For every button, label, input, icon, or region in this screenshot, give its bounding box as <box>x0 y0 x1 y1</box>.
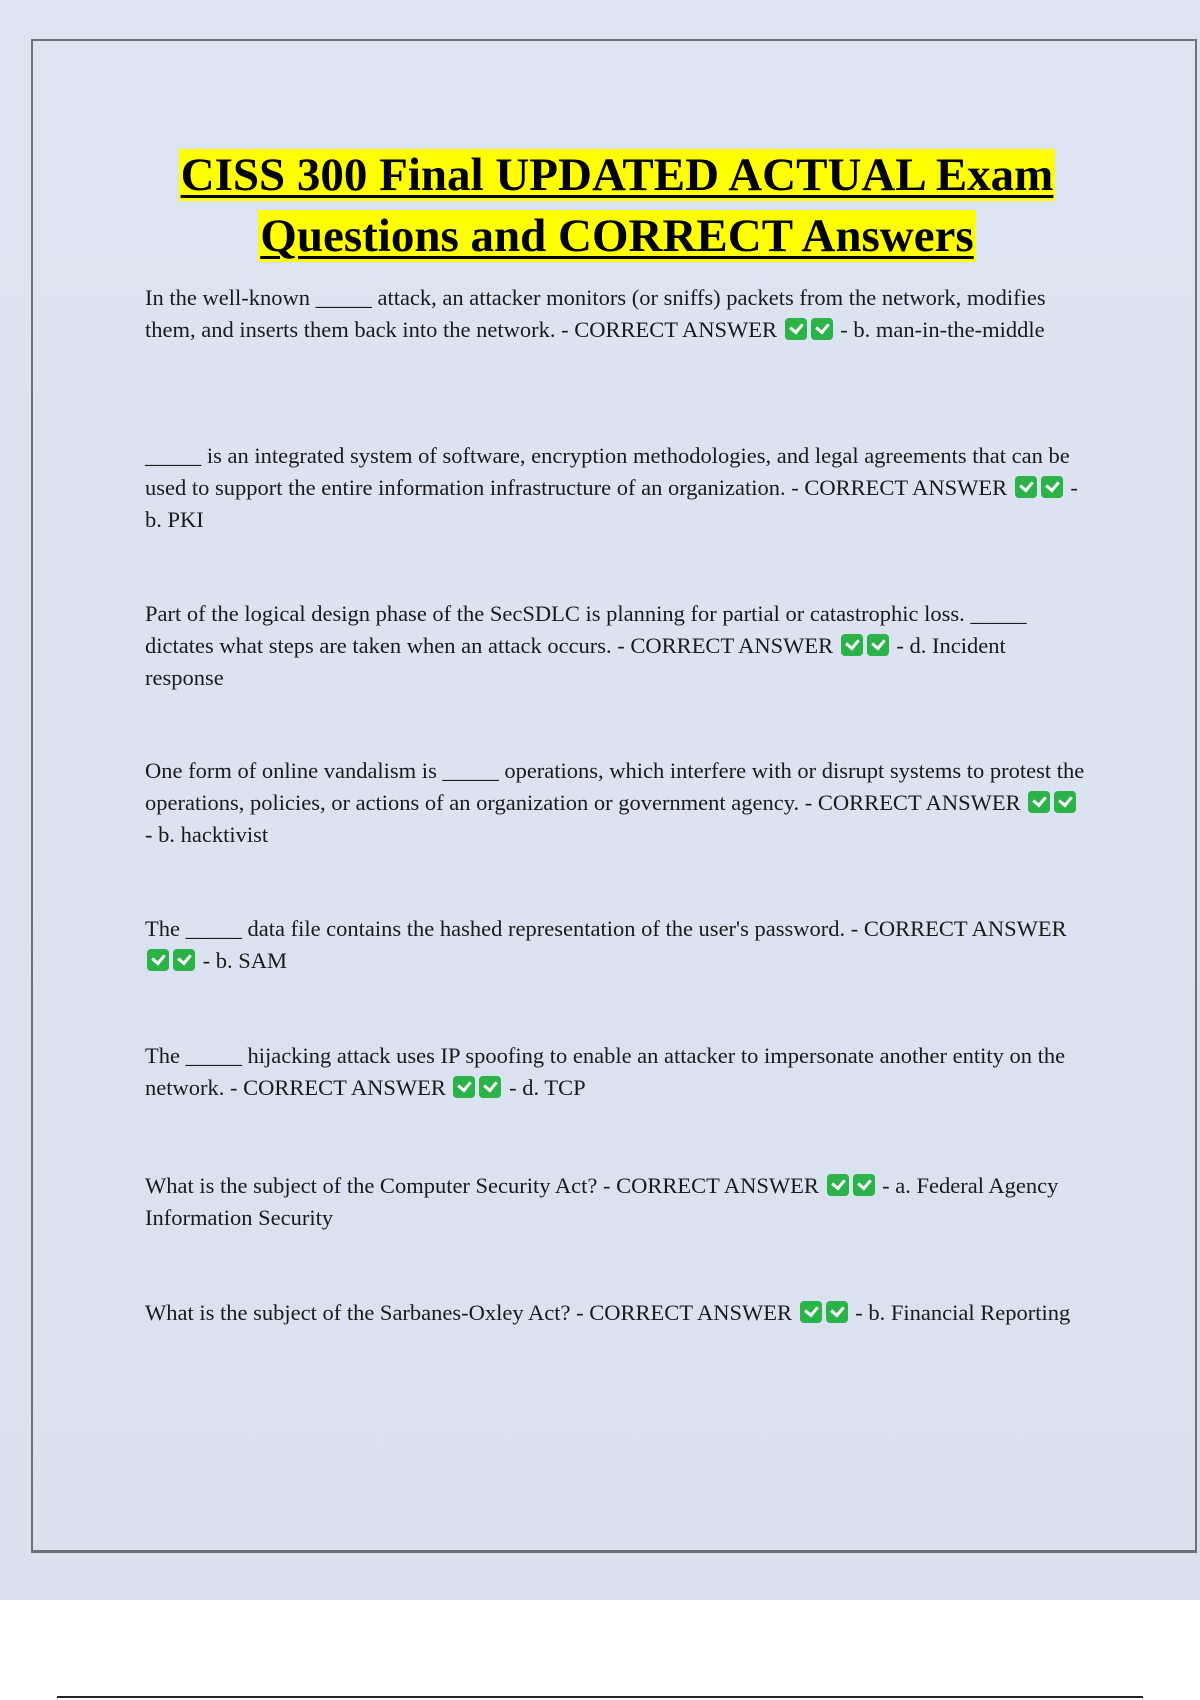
question-text: What is the subject of the Computer Security Act? - <box>145 1173 617 1198</box>
qa-item-8 <box>145 1297 1090 1329</box>
answer-marker: CORRECT ANSWER <box>243 1075 446 1100</box>
answer-text: - b. man-in-the-middle <box>840 317 1045 342</box>
qa-item-7 <box>145 1170 1090 1234</box>
check-mark-icon <box>453 1076 475 1098</box>
check-mark-icon <box>826 1301 848 1323</box>
answer-text: - b. Financial Reporting <box>855 1300 1071 1325</box>
check-mark-icon <box>827 1174 849 1196</box>
check-mark-icon <box>1041 476 1063 498</box>
check-mark-icon <box>800 1301 822 1323</box>
check-mark-icon <box>147 949 169 971</box>
title-line-1: CISS 300 Final UPDATED ACTUAL Exam <box>180 149 1054 201</box>
answer-text: - d. Incident response <box>145 633 1006 690</box>
check-mark-icon <box>867 634 889 656</box>
document-title <box>0 145 1200 267</box>
check-mark-icon <box>173 949 195 971</box>
answer-text: - b. SAM <box>202 948 288 973</box>
check-mark-icon <box>1015 476 1037 498</box>
qa-item-1 <box>145 282 1090 346</box>
answer-text: - b. hacktivist <box>145 822 269 847</box>
answer-marker: CORRECT ANSWER <box>616 1173 819 1198</box>
question-text: In the well-known _____ attack, an attacker monitors (or sniffs) packets from the network, modifies them, and inserts them back into the network. - <box>145 285 1046 342</box>
answer-marker: CORRECT ANSWER <box>630 633 834 658</box>
answer-text: - a. Federal Agency Information Security <box>145 1173 1059 1230</box>
question-text: Part of the logical design phase of the SecSDLC is planning for partial or catastrophic loss. _____ dictates what steps are taken when an attack occurs. - <box>145 601 1027 658</box>
answer-marker: CORRECT ANSWER <box>589 1300 792 1325</box>
check-mark-icon <box>841 634 863 656</box>
check-mark-icon <box>853 1174 875 1196</box>
answer-text: - d. TCP <box>509 1075 586 1100</box>
answer-marker: CORRECT ANSWER <box>863 916 1067 941</box>
qa-item-4 <box>145 755 1090 851</box>
check-mark-icon <box>1054 791 1076 813</box>
check-mark-icon <box>785 318 807 340</box>
question-text: The _____ hijacking attack uses IP spoofing to enable an attacker to impersonate another entity on the network. - <box>145 1043 1066 1100</box>
question-text: What is the subject of the Sarbanes-Oxley Act? - <box>145 1300 590 1325</box>
question-text: _____ is an integrated system of software, encryption methodologies, and legal agreements that can be used to support the entire information infrastructure of an organization. - <box>145 443 1070 500</box>
qa-item-3 <box>145 598 1090 694</box>
question-text: One form of online vandalism is _____ operations, which interfere with or disrupt systems to protest the operations, policies, or actions of an organization or government agency. - <box>145 758 1085 815</box>
check-mark-icon <box>811 318 833 340</box>
title-line-2: Questions and CORRECT Answers <box>260 210 974 262</box>
answer-marker: CORRECT ANSWER <box>804 475 1008 500</box>
footer-divider <box>57 1696 1143 1698</box>
answer-text: - b. PKI <box>145 475 1078 532</box>
question-text: The _____ data file contains the hashed representation of the user's password. - <box>145 916 864 941</box>
answer-marker: CORRECT ANSWER <box>817 790 1021 815</box>
check-mark-icon <box>479 1076 501 1098</box>
check-mark-icon <box>1028 791 1050 813</box>
qa-item-6 <box>145 1040 1090 1104</box>
qa-item-5 <box>145 913 1090 977</box>
answer-marker: CORRECT ANSWER <box>574 317 778 342</box>
qa-item-2 <box>145 440 1090 536</box>
